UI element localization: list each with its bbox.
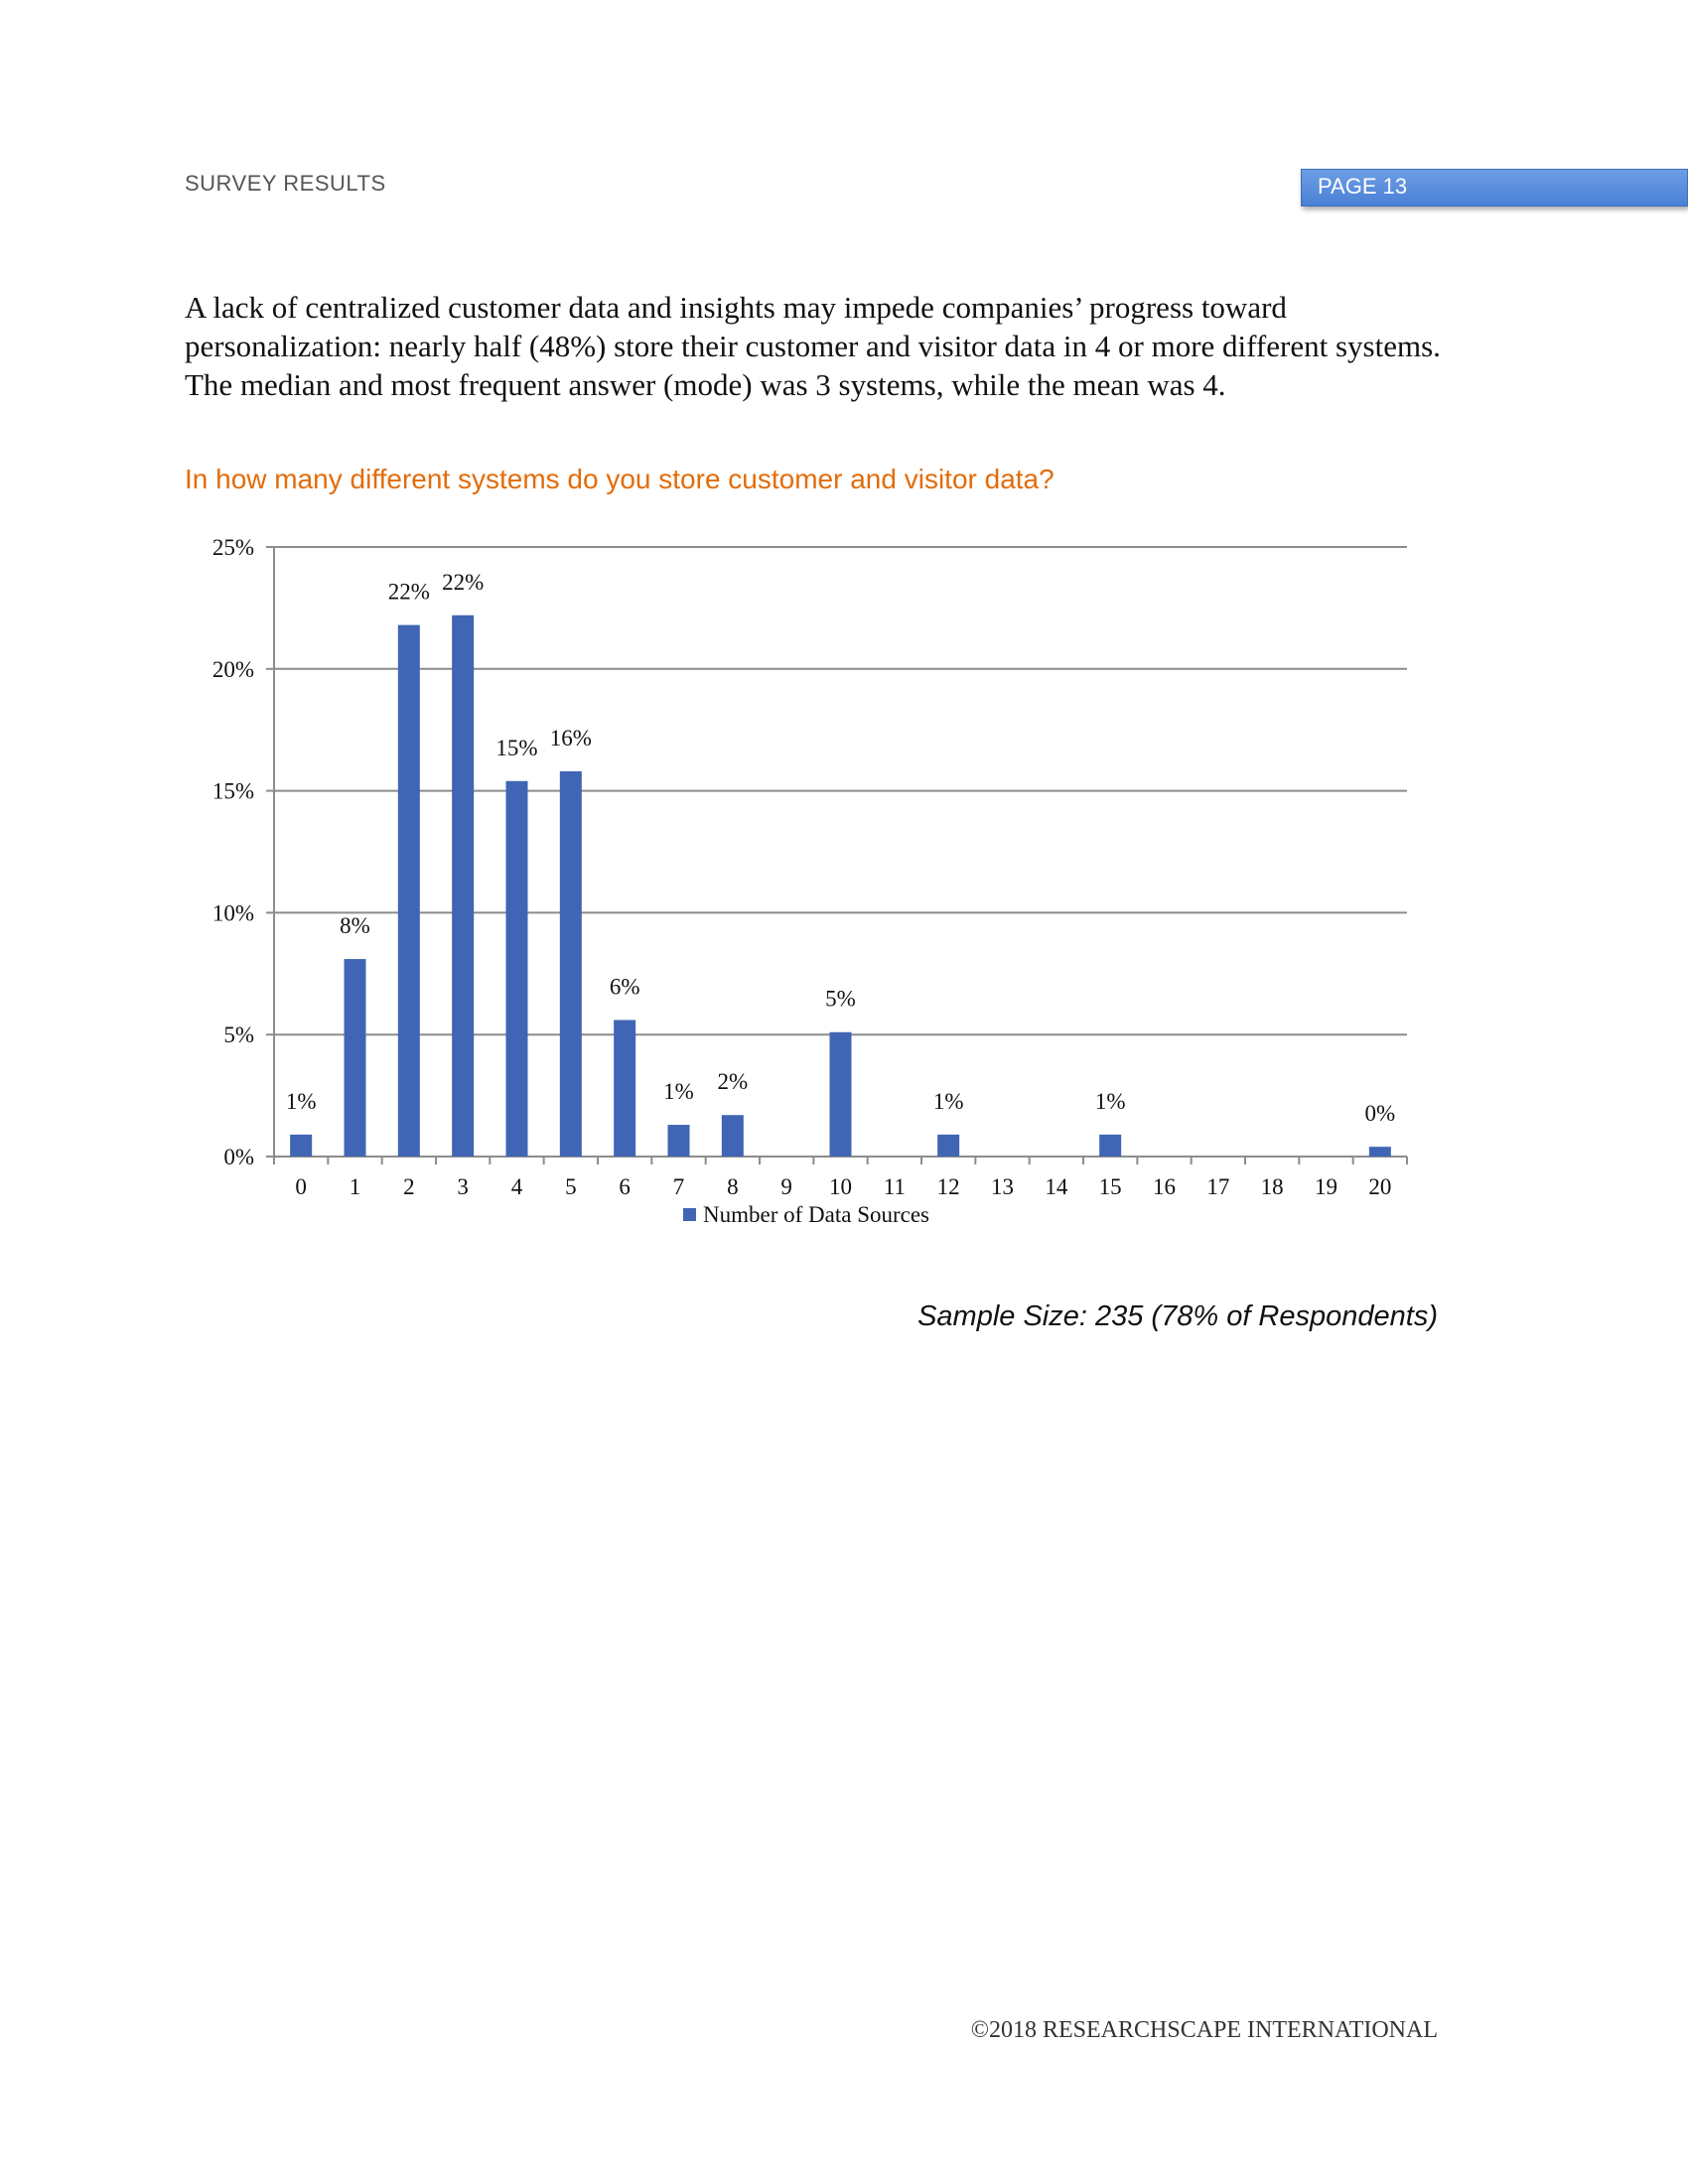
x-tick-label: 0 <box>295 1174 307 1199</box>
data-label: 22% <box>442 569 485 595</box>
legend-label: Number of Data Sources <box>703 1202 930 1227</box>
x-tick-label: 15 <box>1098 1174 1122 1199</box>
x-tick-label: 17 <box>1206 1174 1230 1199</box>
survey-question: In how many different systems do you store customer and visitor data? <box>185 464 1055 494</box>
bar <box>1369 1147 1391 1157</box>
copyright-footer: ©2018 RESEARCHSCAPE INTERNATIONAL <box>970 2017 1438 2043</box>
y-tick-label: 5% <box>223 1023 254 1048</box>
bar <box>398 625 420 1157</box>
x-tick-label: 19 <box>1315 1174 1337 1199</box>
x-tick-label: 9 <box>780 1174 792 1199</box>
bar <box>506 781 528 1157</box>
data-label: 0% <box>1364 1101 1396 1127</box>
bar <box>290 1135 312 1157</box>
x-tick-label: 4 <box>510 1174 523 1199</box>
x-tick-label: 16 <box>1153 1174 1176 1199</box>
bar <box>937 1135 959 1157</box>
x-tick-label: 6 <box>619 1174 631 1199</box>
data-label: 1% <box>1094 1088 1126 1114</box>
x-tick-label: 10 <box>829 1174 852 1199</box>
x-tick-label: 3 <box>457 1174 469 1199</box>
bar <box>614 1020 635 1157</box>
x-tick-label: 13 <box>991 1174 1014 1199</box>
sample-size-note: Sample Size: 235 (78% of Respondents) <box>917 1300 1438 1332</box>
x-tick-label: 14 <box>1045 1174 1068 1199</box>
x-tick-label: 20 <box>1368 1174 1392 1199</box>
bar <box>830 1032 852 1157</box>
x-tick-label: 12 <box>936 1174 960 1199</box>
bar <box>345 959 366 1157</box>
data-label: 1% <box>932 1088 964 1114</box>
y-tick-label: 25% <box>211 535 254 560</box>
bar <box>668 1125 690 1157</box>
y-tick-label: 15% <box>211 778 254 804</box>
y-tick-label: 20% <box>211 656 254 682</box>
bar <box>1099 1135 1121 1157</box>
data-label: 1% <box>285 1088 317 1114</box>
x-tick-label: 11 <box>883 1174 906 1199</box>
data-label: 1% <box>663 1079 694 1105</box>
data-label: 5% <box>825 986 856 1012</box>
page-number-badge: PAGE 13 <box>1301 169 1688 206</box>
y-tick-label: 10% <box>211 900 254 926</box>
x-tick-label: 7 <box>672 1174 685 1199</box>
y-tick-label: 0% <box>223 1145 254 1169</box>
data-label: 15% <box>495 735 538 760</box>
x-tick-label: 8 <box>727 1174 739 1199</box>
x-tick-label: 5 <box>565 1174 577 1199</box>
data-label: 2% <box>717 1069 749 1095</box>
data-label: 8% <box>340 913 370 939</box>
legend-swatch <box>683 1208 696 1221</box>
section-title: SURVEY RESULTS <box>185 171 386 196</box>
x-tick-label: 1 <box>349 1174 361 1199</box>
bar <box>452 615 474 1157</box>
x-tick-label: 18 <box>1260 1174 1284 1199</box>
bar <box>560 771 582 1157</box>
data-label: 22% <box>387 579 430 605</box>
x-tick-label: 2 <box>403 1174 415 1199</box>
bar <box>722 1115 744 1157</box>
data-label: 16% <box>549 725 592 751</box>
data-label: 6% <box>609 974 640 1000</box>
body-paragraph: A lack of centralized customer data and insights may impede companies’ progress toward personalization: nearly half (48%) store their customer and visitor data in 4 or more different systems. The median and most frequent answer (mode) was 3 systems, while the mean was 4. <box>185 290 1441 402</box>
